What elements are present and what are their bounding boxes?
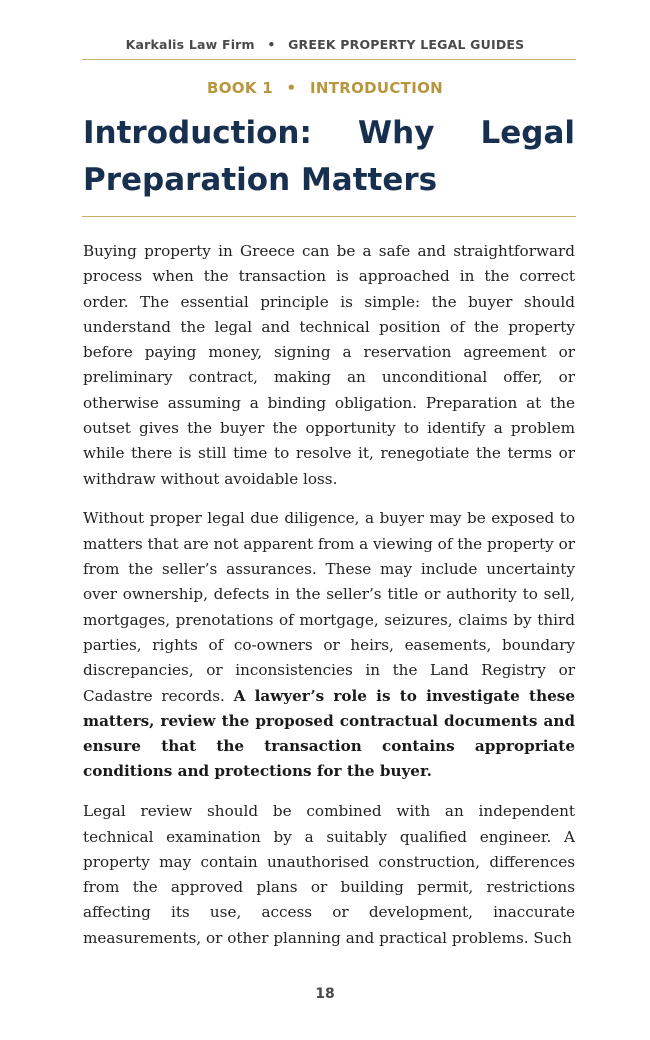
firm-name: Karkalis Law Firm — [125, 37, 255, 52]
page-title: Introduction: Why Legal Preparation Matters — [83, 115, 575, 198]
title-rule — [82, 216, 576, 217]
paragraph-3 — [83, 799, 575, 951]
header-separator: • — [267, 37, 276, 52]
page-number: 18 — [315, 986, 335, 1002]
body-text — [83, 239, 575, 966]
series-name: GREEK PROPERTY LEGAL GUIDES — [288, 37, 525, 52]
book-label: BOOK 1 — [206, 79, 274, 97]
chapter-separator: • — [286, 79, 297, 97]
chapter-label — [0, 79, 650, 97]
header-rule — [82, 59, 576, 60]
paragraph-1-text: Buying property in Greece can be a safe and straightforward process when the transaction is approached in the correct order. The essential principle is simple: the buyer should understand the legal and technical position of the property before paying money, signing a reservation agreement or preliminary contract, making an unconditional offer, or otherwise assuming a binding obligation. Preparation at the outset gives the buyer the opportunity to identify a problem while there is still time to resolve it, renegotiate the terms or withdraw without avoidable loss. — [83, 242, 575, 488]
paragraph-2 — [83, 506, 575, 784]
section-label: INTRODUCTION — [309, 79, 443, 97]
paragraph-3-text: Legal review should be combined with an independent technical examination by a suitably qualified engineer. A property may contain unauthorised construction, differences from the approved plans or building permit, restrictions affecting its use, access or development, inaccurate measurements, or other planning and practical problems. Such — [83, 802, 575, 947]
running-header — [0, 37, 650, 52]
paragraph-2-bold: A lawyer’s role is to investigate these matters, review the proposed contractual documents and ensure that the transaction contains appropriate conditions and protections for the buyer. — [83, 686, 575, 781]
paragraph-1 — [83, 239, 575, 492]
paragraph-2-text: Without proper legal due diligence, a buyer may be exposed to matters that are not apparent from a viewing of the property or from the seller’s assurances. These may include uncertainty over ownership, defects in the seller’s title or authority to sell, mortgages, prenotations of mortgage, seizures, claims by third parties, rights of co-owners or heirs, easements, boundary discrepancies, or inconsistencies in the Land Registry or Cadastre records. — [83, 509, 575, 705]
